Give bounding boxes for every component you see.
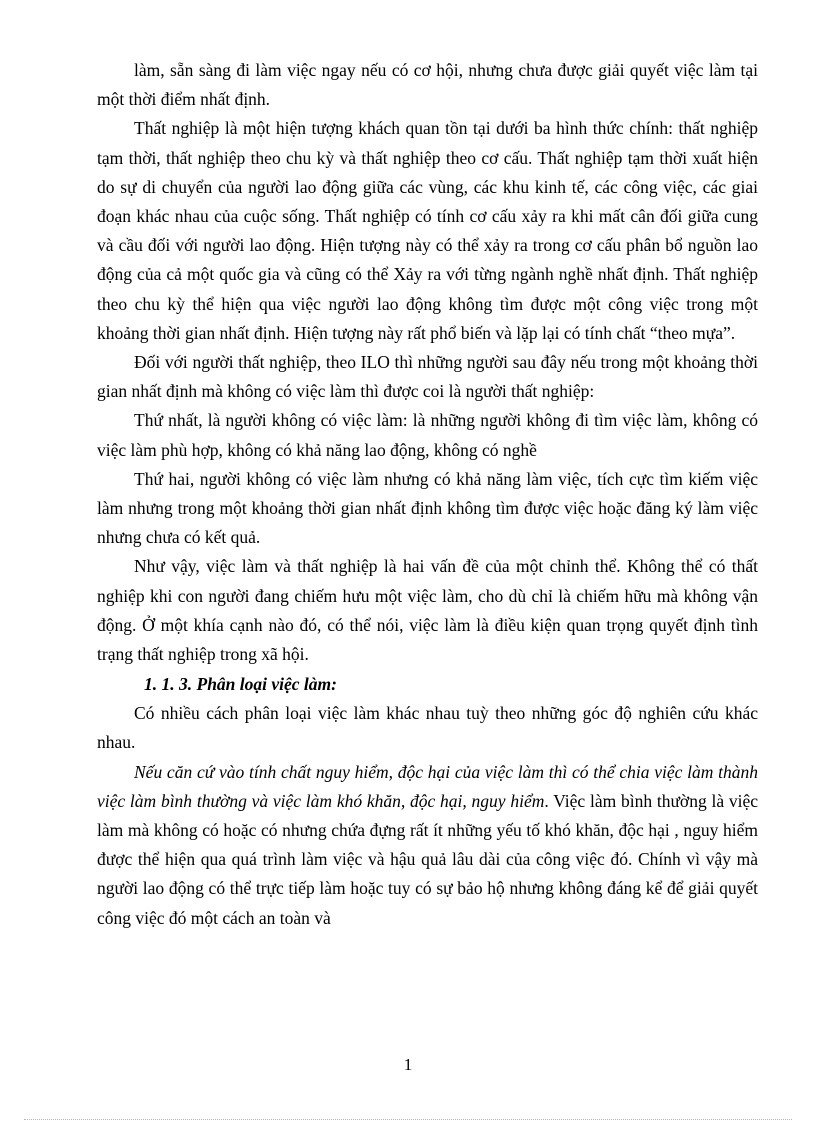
paragraph-ilo-definition: Đối với người thất nghiệp, theo ILO thì những người sau đây nếu trong một khoảng thời gian nhất định mà không có việc làm thì được coi là người thất nghiệp: <box>97 352 758 402</box>
italic-lead-text: Nếu căn cứ vào tính chất nguy hiểm, độc hại của việc làm thì có thể chia việc làm thành việc làm bình thường và việc làm khó khăn, độc hại, nguy hiểm <box>97 761 758 811</box>
paragraph-body-text: . Việc làm bình thường là việc làm mà không có hoặc có nhưng chứa đựng rất ít những yếu tố khó khăn, độc hại , nguy hiểm được thể hiện qua quá trình làm việc và hậu quả lâu dài của công việc đó. Chính vì vậy mà người lao động có thể trực tiếp làm hoặc tuy có sự bảo hộ nhưng không đáng kể để giải quyết công việc đó một cách an toàn và <box>97 790 759 928</box>
paragraph-intro-continuation: làm, sẵn sàng đi làm việc ngay nếu có cơ hội, nhưng chưa được giải quyết việc làm tại một thời điểm nhất định. <box>97 60 758 110</box>
paragraph-hazard-classification <box>97 758 758 933</box>
page-number: 1 <box>403 1055 413 1074</box>
document-page <box>97 56 758 933</box>
paragraph-first-criterion: Thứ nhất, là người không có việc làm: là những người không đi tìm việc làm, không có việc làm phù hợp, không có khả năng lao động, không có nghề <box>97 410 758 460</box>
paragraph-second-criterion: Thứ hai, người không có việc làm nhưng có khả năng làm việc, tích cực tìm kiếm việc làm nhưng trong một khoảng thời gian nhất định không tìm được việc hoặc đăng ký làm việc nhưng chưa có kết quả. <box>97 468 758 548</box>
section-heading: 1. 1. 3. Phân loại việc làm: <box>144 674 337 695</box>
paragraph-classification-intro: Có nhiều cách phân loại việc làm khác nhau tuỳ theo những góc độ nghiên cứu khác nhau. <box>97 703 758 753</box>
page-bottom-divider <box>24 1119 792 1120</box>
paragraph-unemployment-forms: Thất nghiệp là một hiện tượng khách quan tồn tại dưới ba hình thức chính: thất nghiệp tạm thời, thất nghiệp theo chu kỳ và thất nghiệp theo cơ cấu. Thất nghiệp tạm thời xuất hiện do sự di chuyển của người lao động giữa các vùng, các khu kinh tế, các công việc, các giai đoạn khác nhau của cuộc sống. Thất nghiệp có tính cơ cấu xảy ra khi mất cân đối giữa cung và cầu đối với người lao động. Hiện tượng này có thể xảy ra trong cơ cấu phân bổ nguồn lao động của cả một quốc gia và cũng có thể Xảy ra với từng ngành nghề nhất định. Thất nghiệp theo chu kỳ thể hiện qua việc người lao động không tìm được một công việc trong một khoảng thời gian nhất định. Hiện tượng này rất phổ biến và lặp lại có tính chất “theo mựa”. <box>97 118 758 343</box>
paragraph-conclusion: Như vậy, việc làm và thất nghiệp là hai vấn đề của một chỉnh thể. Không thể có thất nghiệp khi con người đang chiếm hưu một việc làm, cho dù chỉ là chiếm hữu mà không vận động. Ở một khía cạnh nào đó, có thể nói, việc làm là điều kiện quan trọng quyết định tình trạng thất nghiệp trong xã hội. <box>97 556 758 665</box>
